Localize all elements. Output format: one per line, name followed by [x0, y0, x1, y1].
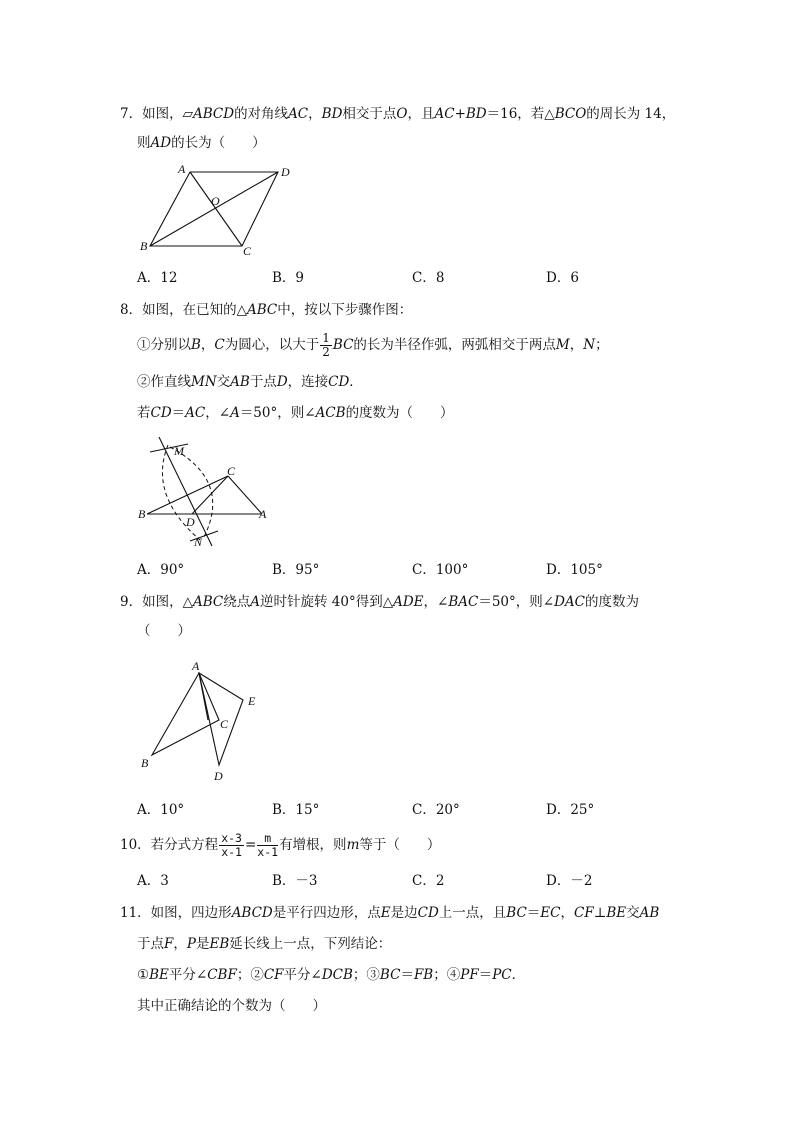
q7-label-o: O: [211, 194, 220, 208]
q8-label-n: N: [194, 535, 203, 549]
q9-label-c: C: [220, 717, 229, 731]
q10-stem: 10．若分式方程 $\frac{x-3}{x-1}$ = $\frac{m}{x-1}$ 有增根，则m等于（ ）: [120, 831, 441, 859]
q10-fraction-left: $\frac{x-3}{x-1}$: [221, 831, 242, 859]
q9-option-c[interactable]: C．20°: [412, 802, 460, 818]
q8-label-d: D: [186, 515, 195, 529]
q7-option-c[interactable]: C．8: [412, 270, 445, 286]
q9-option-b[interactable]: B．15°: [272, 802, 320, 818]
q8-option-d[interactable]: D．105°: [546, 562, 603, 578]
q8-condition: 若CD＝AC，∠A＝50°，则∠ACB的度数为（ ）: [137, 405, 454, 421]
q8-label-m: M: [174, 444, 184, 458]
q8-step1: ①分别以B，C为圆心，以大于 $\frac{1}{2}$ BC的长为半径作弧，两弧相交于两点M，N；: [137, 331, 609, 359]
q9-option-d[interactable]: D．25°: [546, 802, 595, 818]
q9-stem-line2: （ ）: [137, 623, 191, 639]
q9-label-e: E: [248, 694, 256, 708]
q9-label-b: B: [141, 756, 149, 770]
q8-label-c: C: [227, 464, 236, 478]
q8-label-a: A: [259, 507, 267, 521]
q11-stem-line4: 其中正确结论的个数为（ ）: [137, 998, 326, 1014]
q7-option-b[interactable]: B．9: [272, 270, 305, 286]
q11-stem-line2: 于点F，P是EB延长线上一点，下列结论：: [137, 936, 392, 952]
q11-stem-line1: 11．如图，四边形ABCD是平行四边形，点E是边CD上一点，且BC＝EC，CF⊥BE交AB: [120, 905, 660, 921]
q11-conclusions: ①BE平分∠CBF；②CF平分∠DCB；③BC＝FB；④PF＝PC．: [137, 967, 526, 983]
q7-label-c: C: [243, 244, 252, 258]
q9-stem-line1: 9．如图，△ABC绕点A逆时针旋转 40°得到△ADE，∠BAC＝50°，则∠DAC的度数为: [120, 594, 639, 610]
q7-option-a[interactable]: A．12: [137, 270, 178, 286]
q8-stem-line1: 8．如图，在已知的△ABC中，按以下步骤作图：: [120, 302, 413, 318]
q7-label-a: A: [178, 162, 186, 176]
q9-label-a: A: [192, 659, 200, 673]
q9-label-d: D: [214, 769, 223, 783]
q8-label-b: B: [138, 507, 146, 521]
q7-stem-line2: 则AD的长为（ ）: [137, 135, 266, 151]
q10-option-a[interactable]: A．3: [137, 873, 169, 889]
q10-option-b[interactable]: B．－3: [272, 873, 318, 889]
q7-option-d[interactable]: D．6: [546, 270, 579, 286]
q10-option-d[interactable]: D．－2: [546, 873, 593, 889]
q8-option-c[interactable]: C．100°: [412, 562, 469, 578]
q7-stem-line1: 7．如图，▱ABCD的对角线AC，BD相交于点O，且AC+BD＝16，若△BCO的周长为 14，: [120, 106, 676, 122]
q8-option-a[interactable]: A．90°: [137, 562, 185, 578]
q8-half-fraction: $\frac{1}{2}$: [322, 331, 330, 359]
q10-fraction-right: $\frac{m}{x-1}$: [257, 831, 279, 859]
q7-label-b: B: [140, 239, 148, 253]
q10-option-c[interactable]: C．2: [412, 873, 445, 889]
q8-step2: ②作直线MN交AB于点D，连接CD．: [137, 374, 363, 390]
q8-option-b[interactable]: B．95°: [272, 562, 320, 578]
q7-label-d: D: [281, 165, 290, 179]
q9-option-a[interactable]: A．10°: [137, 802, 185, 818]
